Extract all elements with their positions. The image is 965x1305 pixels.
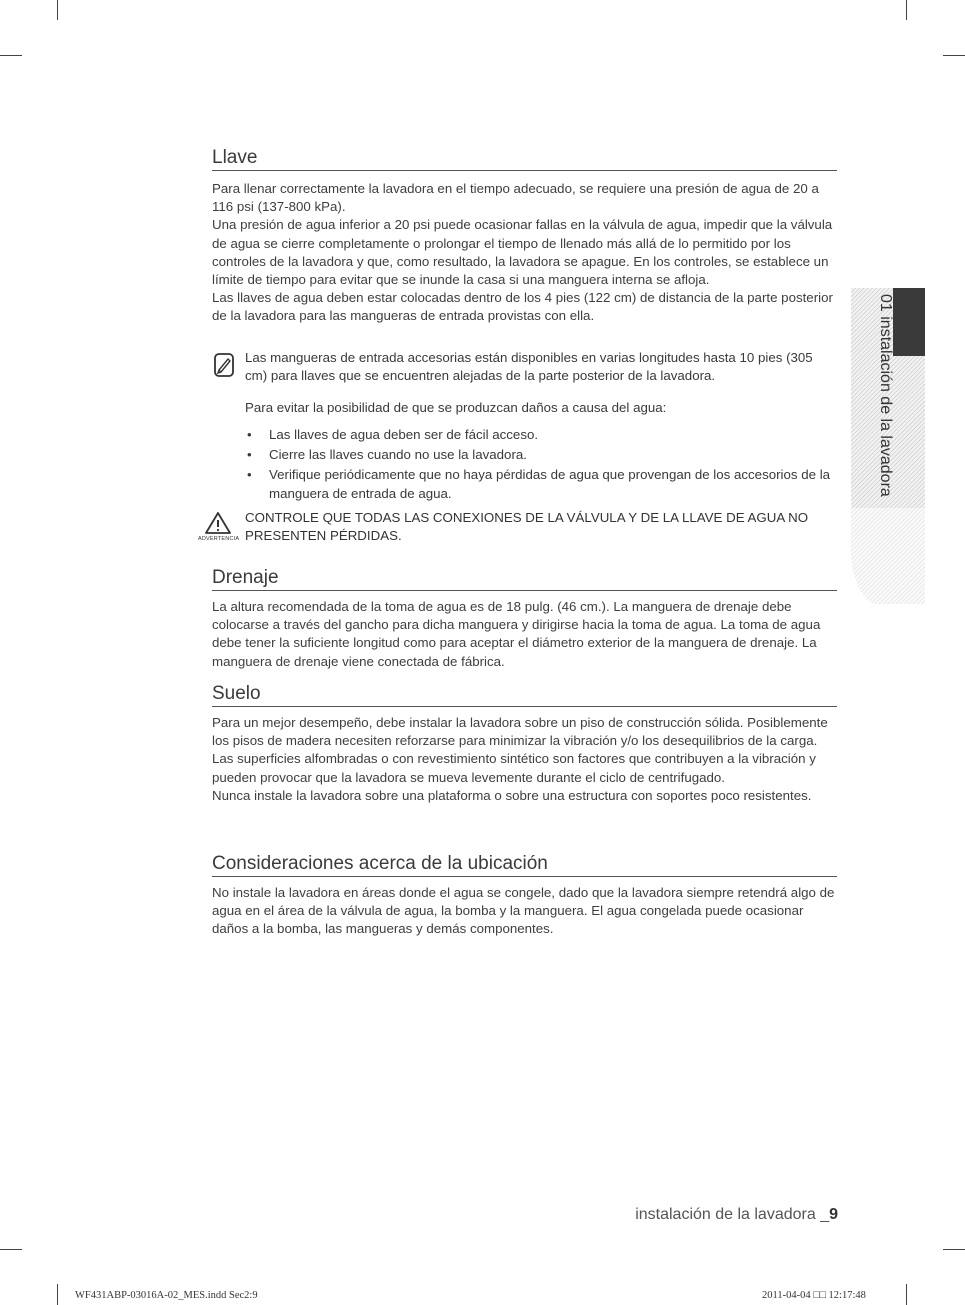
list-item: • Las llaves de agua deben ser de fácil acceso.	[247, 427, 539, 442]
paragraph: Las llaves de agua deben estar colocadas dentro de los 4 pies (122 cm) de distancia de la parte posterior de la lavadora para las mangueras de entrada provistas con ella.	[212, 290, 833, 324]
note-pencil-icon	[214, 353, 234, 377]
crop-mark	[0, 1249, 22, 1250]
bullet-list	[245, 426, 835, 505]
crop-mark	[906, 0, 907, 20]
side-tab-label: 01 instalación de la lavadora	[877, 294, 894, 497]
note-text: Las mangueras de entrada accesorias están disponibles en varias longitudes hasta 10 pies (305 cm) para llaves que se encuentren alejadas de la parte posterior de la lavadora.	[245, 350, 813, 384]
footer-text: instalación de la lavadora _	[635, 1206, 830, 1223]
warning-triangle-icon	[204, 511, 232, 535]
paragraph: Una presión de agua inferior a 20 psi puede ocasionar fallas en la válvula de agua, impedir que la válvula de agua se cierre completamente o prolongar el tiempo de llenado más allá de lo permitido por los controles de la lavadora y que, como resultado, la lavadora se apague. En los controles, se establece un límite de tiempo para evitar que se inunde la casa si una manguera interna se afloja.	[212, 217, 833, 288]
section-ubicacion	[212, 853, 837, 939]
section-title-llave: Llave	[212, 147, 837, 171]
section-suelo	[212, 683, 837, 805]
section-llave	[212, 147, 837, 326]
warning-text: CONTROLE QUE TODAS LAS CONEXIONES DE LA VÁLVULA Y DE LA LLAVE DE AGUA NO PRESENTEN PÉRDIDAS.	[245, 510, 809, 544]
section-title-suelo: Suelo	[212, 683, 837, 707]
paragraph: No instale la lavadora en áreas donde el agua se congele, dado que la lavadora siempre retendrá algo de agua en el área de la válvula de agua, la bomba y la manguera. El agua congelada puede ocasionar daños a la bomba, las mangueras y demás componentes.	[212, 885, 835, 937]
crop-mark	[943, 55, 965, 56]
crop-mark	[906, 1284, 907, 1305]
paragraph: Nunca instale la lavadora sobre una plataforma o sobre una estructura con soportes poco resistentes.	[212, 787, 812, 803]
section-drenaje	[212, 567, 837, 671]
section-title-drenaje: Drenaje	[212, 567, 837, 591]
crop-mark	[0, 55, 22, 56]
paragraph: Para llenar correctamente la lavadora en el tiempo adecuado, se requiere una presión de agua de 20 a 116 psi (137-800 kPa).	[212, 181, 819, 215]
crop-mark	[57, 0, 58, 20]
page-number: 9	[829, 1206, 838, 1223]
slug-left: WF431ABP-03016A-02_MES.indd Sec2:9	[75, 1290, 258, 1301]
warning-label: ADVERTENCIA	[198, 536, 240, 542]
crop-mark	[57, 1284, 58, 1305]
page-footer	[635, 1206, 838, 1224]
list-item: • Verifique periódicamente que no haya pérdidas de agua que provengan de los accesorios de la manguera de entrada de agua.	[247, 467, 831, 501]
warning-box	[198, 508, 838, 548]
crop-mark	[943, 1249, 965, 1250]
note-intro: Para evitar la posibilidad de que se produzcan daños a causa del agua:	[245, 400, 667, 415]
paragraph: La altura recomendada de la toma de agua es de 18 pulg. (46 cm.). La manguera de drenaje debe colocarse a través del gancho para dicha manguera y dirigirse hacia la toma de agua. La toma de agua debe tener la suficiente longitud como para aceptar el diámetro exterior de la manguera de drenaje. La manguera de drenaje viene conectada de fábrica.	[212, 599, 821, 669]
section-title-ubicacion: Consideraciones acerca de la ubicación	[212, 853, 837, 877]
list-item: • Cierre las llaves cuando no use la lavadora.	[247, 447, 527, 463]
paragraph: Para un mejor desempeño, debe instalar la lavadora sobre un piso de construcción sólida. Posiblemente los pisos de madera necesiten reforzarse para minimizar la vibración y/o los desequilibrios de la carga. Las superficies alfombradas o con revestimiento sintético son factores que contribuyen a la vibración y pueden provocar que la lavadora se mueva levemente durante el ciclo de centrifugado.	[212, 715, 828, 785]
slug-right: 2011-04-04 □□ 12:17:48	[762, 1290, 866, 1301]
